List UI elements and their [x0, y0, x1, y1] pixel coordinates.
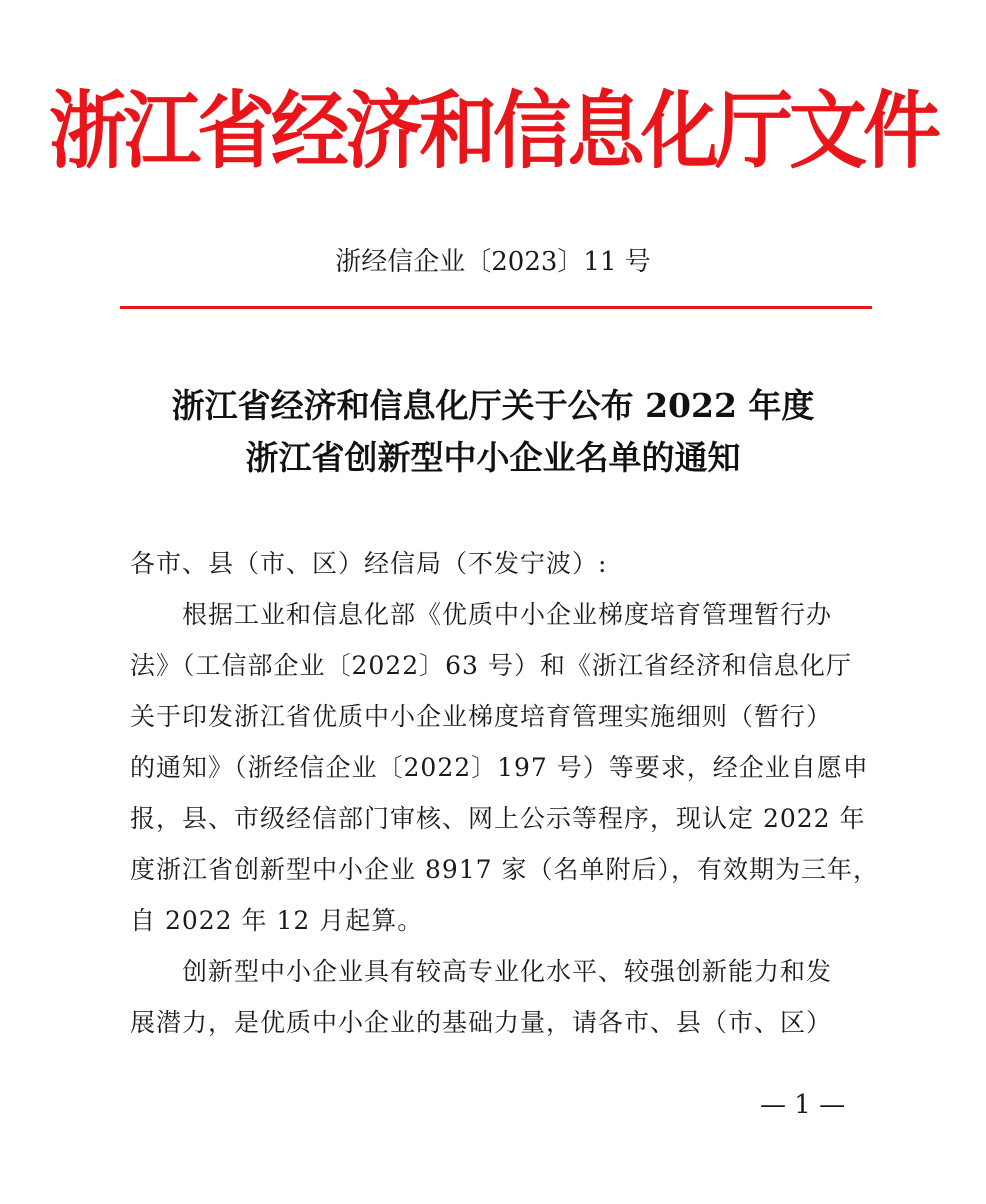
- notice-title-line-1: 浙江省经济和信息化厅关于公布 2022 年度: [171, 386, 815, 425]
- paragraph-line: 度浙江省创新型中小企业 8917 家（名单附后），有效期为三年，: [130, 855, 880, 884]
- paragraph-line: 法》（工信部企业〔2022〕63 号）和《浙江省经济和信息化厅: [130, 651, 852, 680]
- paragraph-line: 自 2022 年 12 月起算。: [130, 906, 424, 935]
- notice-body: [130, 538, 880, 1048]
- paragraph-line: 创新型中小企业具有较高专业化水平、较强创新能力和发: [182, 957, 833, 986]
- paragraph-line: 根据工业和信息化部《优质中小企业梯度培育管理暂行办: [182, 600, 833, 629]
- paragraph-line: 报，县、市级经信部门审核、网上公示等程序，现认定 2022 年: [130, 804, 866, 833]
- paragraph-2: [130, 946, 860, 1048]
- notice-title: [0, 380, 986, 484]
- red-separator-line: [120, 306, 872, 309]
- document-number: 浙经信企业〔2023〕11 号: [335, 247, 651, 277]
- salutation: 各市、县（市、区）经信局（不发宁波）:: [130, 549, 608, 578]
- paragraph-line: 的通知》（浙经信企业〔2022〕197 号）等要求，经企业自愿申: [130, 753, 869, 782]
- document-header-title: 浙江省经济和信息化厅文件: [48, 83, 937, 181]
- paragraph-1: [130, 589, 880, 946]
- notice-title-line-2: 浙江省创新型中小企业名单的通知: [245, 438, 741, 477]
- page-number: — 1 —: [760, 1090, 846, 1120]
- paragraph-line: 展潜力，是优质中小企业的基础力量，请各市、县（市、区）: [130, 1008, 833, 1037]
- paragraph-line: 关于印发浙江省优质中小企业梯度培育管理实施细则（暂行）: [130, 702, 833, 731]
